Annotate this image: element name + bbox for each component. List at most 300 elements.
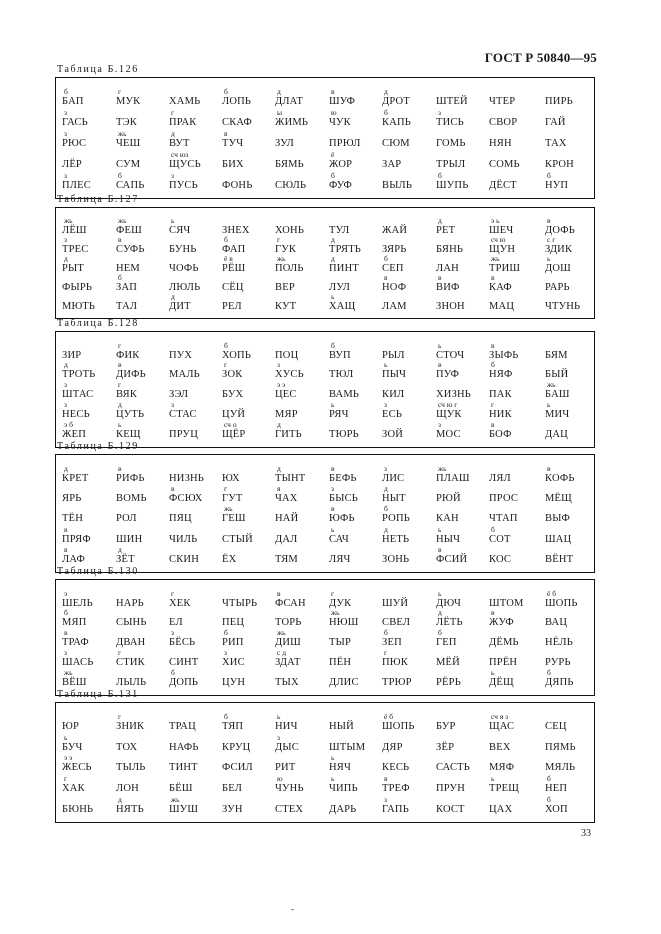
word-cell <box>169 754 229 775</box>
syllable-word: ДАЦ <box>545 429 568 440</box>
syllable-word: ГАСЬ <box>62 117 88 128</box>
syllable-word: ТРОТЬ <box>62 369 96 380</box>
word-cell <box>275 130 335 151</box>
syllable-word: СУФЬ <box>116 244 145 255</box>
word-cell <box>169 713 229 734</box>
sound-variant-mark: б <box>118 273 122 282</box>
syllable-word: ТРЕЩ <box>489 783 520 794</box>
syllable-word: ГАПЬ <box>382 804 409 815</box>
syllable-word: НЯЧ <box>329 762 352 773</box>
syllable-word: ЧТЕР <box>489 96 516 107</box>
syllable-word: СКАФ <box>222 117 253 128</box>
syllable-word: ТРЕФ <box>382 783 410 794</box>
syllable-word: ТИНТ <box>169 762 198 773</box>
sound-variant-mark: г <box>171 589 175 598</box>
word-cell <box>169 274 229 295</box>
syllable-word: ШТЕЙ <box>436 96 468 107</box>
syllable-word: БОФ <box>489 429 512 440</box>
syllable-word: ШТЫМ <box>329 742 366 753</box>
word-cell <box>116 130 176 151</box>
word-cell <box>116 734 176 755</box>
sound-variant-mark: в <box>64 545 68 554</box>
syllable-word: БУЧ <box>62 742 83 753</box>
syllable-word: КРЕТ <box>62 473 89 484</box>
word-table <box>55 77 595 199</box>
sound-variant-mark: г <box>224 484 228 493</box>
syllable-word: НЕМ <box>116 263 140 274</box>
word-cell <box>545 236 605 257</box>
word-cell <box>116 465 176 486</box>
syllable-word: МАЦ <box>489 301 515 312</box>
word-cell <box>545 130 605 151</box>
sound-variant-mark: б <box>384 504 388 513</box>
syllable-word: НИК <box>489 409 512 420</box>
syllable-word: ЧЕШ <box>116 138 141 149</box>
syllable-word: БАШ <box>545 389 570 400</box>
word-cell <box>489 342 549 363</box>
sound-variant-mark: ё б <box>384 712 394 721</box>
syllable-word: ВИФ <box>436 282 460 293</box>
syllable-word: МЯР <box>275 409 298 420</box>
syllable-word: ТУЧ <box>222 138 244 149</box>
syllable-word: МЯФ <box>489 762 515 773</box>
word-cell <box>545 342 605 363</box>
syllable-word: РЁШ <box>222 263 246 274</box>
syllable-word: ДАЛ <box>275 534 298 545</box>
syllable-word: ЗЫФЬ <box>489 350 519 361</box>
syllable-word: ХАМЬ <box>169 96 201 107</box>
syllable-word: ПЁН <box>329 657 352 668</box>
table-title: Таблица Б.127 <box>57 194 139 205</box>
syllable-word: ТРАЦ <box>169 721 196 732</box>
word-cell <box>329 88 389 109</box>
word-cell <box>222 629 282 650</box>
word-cell <box>222 590 282 611</box>
syllable-word: ЗНОН <box>436 301 465 312</box>
syllable-word: ПИРЬ <box>545 96 573 107</box>
sound-variant-mark: ё в <box>224 254 233 263</box>
word-cell <box>382 293 442 314</box>
syllable-word: ПУХ <box>169 350 193 361</box>
sound-variant-mark: з <box>64 129 67 138</box>
table-title: Таблица Б.128 <box>57 318 139 329</box>
word-cell <box>436 361 496 382</box>
syllable-word: ТЯП <box>222 721 244 732</box>
word-cell <box>545 713 605 734</box>
syllable-word: ЖАЙ <box>382 225 408 236</box>
syllable-word: МЯЛЬ <box>545 762 576 773</box>
syllable-word: ТЯМ <box>275 554 298 565</box>
syllable-word: ХАК <box>62 783 85 794</box>
syllable-word: ШУШ <box>169 804 199 815</box>
word-cell <box>275 172 335 193</box>
word-cell <box>545 649 605 670</box>
word-cell <box>382 775 442 796</box>
sound-variant-mark: ы <box>277 108 283 117</box>
word-cell <box>275 609 335 630</box>
word-cell <box>169 465 229 486</box>
sound-variant-mark: ю <box>277 774 283 783</box>
syllable-word: ТРЫЛ <box>436 159 466 170</box>
syllable-word: ЛЫЛЬ <box>116 677 147 688</box>
sound-variant-mark: з <box>64 380 67 389</box>
word-cell <box>222 293 282 314</box>
word-cell <box>169 505 229 526</box>
syllable-word: ЖЕСЬ <box>62 762 92 773</box>
table-title: Таблица Б.129 <box>57 441 139 452</box>
word-cell <box>489 526 549 547</box>
syllable-word: САПЬ <box>116 180 145 191</box>
syllable-word: ЛОПЬ <box>222 96 252 107</box>
word-cell <box>116 754 176 775</box>
syllable-word: РЕЛ <box>222 301 242 312</box>
sound-variant-mark: д <box>384 87 388 96</box>
sound-variant-mark: д <box>438 216 442 225</box>
word-cell <box>169 342 229 363</box>
syllable-word: ЗОЙ <box>382 429 404 440</box>
word-cell <box>436 754 496 775</box>
syllable-word: МУК <box>116 96 141 107</box>
syllable-word: ЧУНЬ <box>275 783 304 794</box>
word-cell <box>329 796 389 817</box>
word-cell <box>329 255 389 276</box>
syllable-word: ШТАС <box>62 389 94 400</box>
sound-variant-mark: в <box>64 628 68 637</box>
sound-variant-mark: б <box>547 171 551 180</box>
syllable-word: ХУСЬ <box>275 369 304 380</box>
syllable-word: ЖЕП <box>62 429 87 440</box>
sound-variant-mark: г <box>277 235 281 244</box>
word-cell <box>436 217 496 238</box>
word-cell <box>436 609 496 630</box>
sound-variant-mark: ь <box>331 774 335 783</box>
sound-variant-mark: д <box>118 795 122 804</box>
sound-variant-mark: д <box>64 254 68 263</box>
word-cell <box>275 546 335 567</box>
syllable-word: ЗУЛ <box>275 138 294 149</box>
word-cell <box>436 629 496 650</box>
word-cell <box>62 669 122 690</box>
word-cell <box>62 381 122 402</box>
word-cell <box>436 590 496 611</box>
sound-variant-mark: г <box>64 774 68 783</box>
word-cell <box>116 401 176 422</box>
sound-variant-mark: в <box>331 87 335 96</box>
word-cell <box>382 421 442 442</box>
sound-variant-mark: з <box>384 795 387 804</box>
word-cell <box>545 609 605 630</box>
word-cell <box>329 381 389 402</box>
word-cell <box>545 109 605 130</box>
word-cell <box>116 381 176 402</box>
word-cell <box>436 421 496 442</box>
syllable-word: БИХ <box>222 159 244 170</box>
syllable-word: ДЁМЬ <box>489 637 519 648</box>
word-cell <box>222 274 282 295</box>
sound-variant-mark: жь <box>118 129 127 138</box>
word-cell <box>275 485 335 506</box>
word-cell <box>116 526 176 547</box>
syllable-word: ПРЮЛ <box>329 138 361 149</box>
word-cell <box>382 796 442 817</box>
word-cell <box>62 217 122 238</box>
word-cell <box>62 734 122 755</box>
word-cell <box>489 421 549 442</box>
syllable-word: КОС <box>489 554 512 565</box>
sound-variant-mark: сч ю <box>491 235 506 244</box>
sound-variant-mark: э <box>64 589 68 598</box>
sound-variant-mark: з <box>64 648 67 657</box>
syllable-word: ВЕХ <box>489 742 511 753</box>
sound-variant-mark: г <box>118 341 122 350</box>
syllable-word: ХЕК <box>169 598 191 609</box>
word-cell <box>169 775 229 796</box>
sound-variant-mark: д <box>438 608 442 617</box>
word-cell <box>62 255 122 276</box>
syllable-word: ЗАР <box>382 159 402 170</box>
sound-variant-mark: з <box>331 484 334 493</box>
word-cell <box>275 217 335 238</box>
syllable-word: ВЁШ <box>62 677 87 688</box>
word-cell <box>436 713 496 734</box>
syllable-word: ВАЦ <box>545 617 568 628</box>
sound-variant-mark: б <box>224 628 228 637</box>
sound-variant-mark: в <box>438 360 442 369</box>
word-cell <box>489 109 549 130</box>
word-cell <box>275 590 335 611</box>
word-cell <box>62 130 122 151</box>
syllable-word: КОСТ <box>436 804 465 815</box>
word-cell <box>62 609 122 630</box>
word-table <box>55 579 595 696</box>
sound-variant-mark: б <box>331 341 335 350</box>
syllable-word: ЦУЙ <box>222 409 246 420</box>
syllable-word: БЮНЬ <box>62 804 94 815</box>
syllable-word: ПРОС <box>489 493 519 504</box>
word-cell <box>545 526 605 547</box>
sound-variant-mark: в <box>118 464 122 473</box>
syllable-word: ВЯК <box>116 389 138 400</box>
syllable-word: РЮС <box>62 138 87 149</box>
word-cell <box>329 629 389 650</box>
syllable-word: КРОН <box>545 159 574 170</box>
syllable-word: БЫСЬ <box>329 493 359 504</box>
word-cell <box>275 669 335 690</box>
syllable-word: НИЗНЬ <box>169 473 205 484</box>
syllable-word: КАПЬ <box>382 117 411 128</box>
word-cell <box>169 526 229 547</box>
word-cell <box>62 151 122 172</box>
syllable-word: ЛАН <box>436 263 459 274</box>
syllable-word: ДИФЬ <box>116 369 146 380</box>
sound-variant-mark: з <box>171 171 174 180</box>
syllable-word: ВАМЬ <box>329 389 360 400</box>
syllable-word: ЦУТЬ <box>116 409 145 420</box>
syllable-word: ЛАФ <box>62 554 85 565</box>
word-cell <box>169 629 229 650</box>
word-cell <box>169 796 229 817</box>
syllable-word: РЮЙ <box>436 493 461 504</box>
sound-variant-mark: в <box>491 420 495 429</box>
syllable-word: ЗНЕХ <box>222 225 250 236</box>
word-cell <box>275 649 335 670</box>
word-cell <box>116 775 176 796</box>
syllable-word: ЛУЛ <box>329 282 351 293</box>
word-cell <box>275 629 335 650</box>
syllable-word: ФСИЛ <box>222 762 253 773</box>
syllable-word: КЕСЬ <box>382 762 410 773</box>
word-cell <box>382 465 442 486</box>
syllable-word: ХИС <box>222 657 245 668</box>
word-cell <box>222 172 282 193</box>
syllable-word: ДЛИС <box>329 677 359 688</box>
syllable-word: ГАЙ <box>545 117 566 128</box>
sound-variant-mark: б <box>438 628 442 637</box>
word-cell <box>329 649 389 670</box>
word-cell <box>222 796 282 817</box>
word-cell <box>382 130 442 151</box>
syllable-word: НЕСЬ <box>62 409 90 420</box>
word-cell <box>382 649 442 670</box>
word-cell <box>169 130 229 151</box>
syllable-word: ПРЯФ <box>62 534 91 545</box>
sound-variant-mark: б <box>64 608 68 617</box>
word-cell <box>489 754 549 775</box>
syllable-word: ХОПЬ <box>222 350 252 361</box>
syllable-word: ВУП <box>329 350 351 361</box>
word-cell <box>222 609 282 630</box>
word-cell <box>382 274 442 295</box>
syllable-word: НЕП <box>545 783 568 794</box>
word-cell <box>62 775 122 796</box>
word-cell <box>545 669 605 690</box>
sound-variant-mark: б <box>384 254 388 263</box>
word-cell <box>436 526 496 547</box>
syllable-word: НЁЛЬ <box>545 637 573 648</box>
sound-variant-mark: в <box>547 216 551 225</box>
word-cell <box>222 151 282 172</box>
word-cell <box>116 361 176 382</box>
word-cell <box>436 546 496 567</box>
sound-variant-mark: в <box>438 273 442 282</box>
syllable-word: ЛОН <box>116 783 139 794</box>
word-cell <box>489 465 549 486</box>
sound-variant-mark: ю <box>331 108 337 117</box>
sound-variant-mark: ь <box>384 360 388 369</box>
syllable-word: ЗЭЛ <box>169 389 189 400</box>
word-cell <box>169 401 229 422</box>
word-cell <box>116 796 176 817</box>
sound-variant-mark: сч ю г <box>438 400 458 409</box>
word-cell <box>436 465 496 486</box>
sound-variant-mark: ь <box>118 420 122 429</box>
word-table <box>55 331 595 448</box>
word-cell <box>329 130 389 151</box>
sound-variant-mark: г <box>384 648 388 657</box>
syllable-word: СОТ <box>489 534 511 545</box>
sound-variant-mark: жь <box>118 216 127 225</box>
syllable-word: ШТОМ <box>489 598 524 609</box>
word-cell <box>275 526 335 547</box>
sound-variant-mark: г <box>331 589 335 598</box>
sound-variant-mark: д <box>277 420 281 429</box>
word-cell <box>116 590 176 611</box>
word-cell <box>116 546 176 567</box>
sound-variant-mark: б <box>224 712 228 721</box>
word-cell <box>489 130 549 151</box>
sound-variant-mark: б <box>491 525 495 534</box>
word-cell <box>489 629 549 650</box>
syllable-word: ГИТЬ <box>275 429 302 440</box>
sound-variant-mark: э ь <box>491 216 500 225</box>
syllable-word: ЗДАТ <box>275 657 301 668</box>
word-cell <box>222 546 282 567</box>
sound-variant-mark: б <box>438 171 442 180</box>
syllable-word: САЧ <box>329 534 349 545</box>
word-cell <box>169 255 229 276</box>
syllable-word: БАП <box>62 96 84 107</box>
word-cell <box>222 754 282 775</box>
syllable-word: ЧТУНЬ <box>545 301 581 312</box>
syllable-word: ТЫР <box>329 637 352 648</box>
word-cell <box>545 629 605 650</box>
syllable-word: ФИК <box>116 350 140 361</box>
syllable-word: ТЫНТ <box>275 473 306 484</box>
sound-variant-mark: з <box>171 400 174 409</box>
word-cell <box>222 217 282 238</box>
word-cell <box>222 526 282 547</box>
word-cell <box>382 109 442 130</box>
syllable-word: ПОЛЬ <box>275 263 304 274</box>
sound-variant-mark: в <box>547 464 551 473</box>
sound-variant-mark: в <box>491 341 495 350</box>
word-cell <box>545 361 605 382</box>
word-cell <box>275 342 335 363</box>
syllable-word: ЧИПЬ <box>329 783 358 794</box>
syllable-word: СЮЛЬ <box>275 180 307 191</box>
syllable-word: ПУФ <box>436 369 460 380</box>
word-cell <box>169 649 229 670</box>
word-cell <box>275 505 335 526</box>
sound-variant-mark: жь <box>277 628 286 637</box>
sound-variant-mark: в <box>491 273 495 282</box>
word-cell <box>169 590 229 611</box>
word-cell <box>436 172 496 193</box>
sound-variant-mark: ь <box>491 668 495 677</box>
word-cell <box>329 754 389 775</box>
sound-variant-mark: в <box>277 589 281 598</box>
word-cell <box>169 381 229 402</box>
syllable-word: СОМЬ <box>489 159 520 170</box>
word-cell <box>545 293 605 314</box>
word-cell <box>329 361 389 382</box>
syllable-word: ЩУК <box>436 409 462 420</box>
word-cell <box>222 713 282 734</box>
syllable-word: ЧОФЬ <box>169 263 199 274</box>
word-cell <box>116 609 176 630</box>
word-cell <box>275 465 335 486</box>
word-cell <box>329 151 389 172</box>
sound-variant-mark: жь <box>438 464 447 473</box>
sound-variant-mark: д <box>118 400 122 409</box>
word-cell <box>545 590 605 611</box>
word-cell <box>62 293 122 314</box>
word-table <box>55 207 595 319</box>
syllable-word: БЯМ <box>545 350 568 361</box>
sound-variant-mark: ё б <box>547 589 557 598</box>
syllable-word: ВЫФ <box>545 513 571 524</box>
syllable-word: ЩАС <box>489 721 515 732</box>
